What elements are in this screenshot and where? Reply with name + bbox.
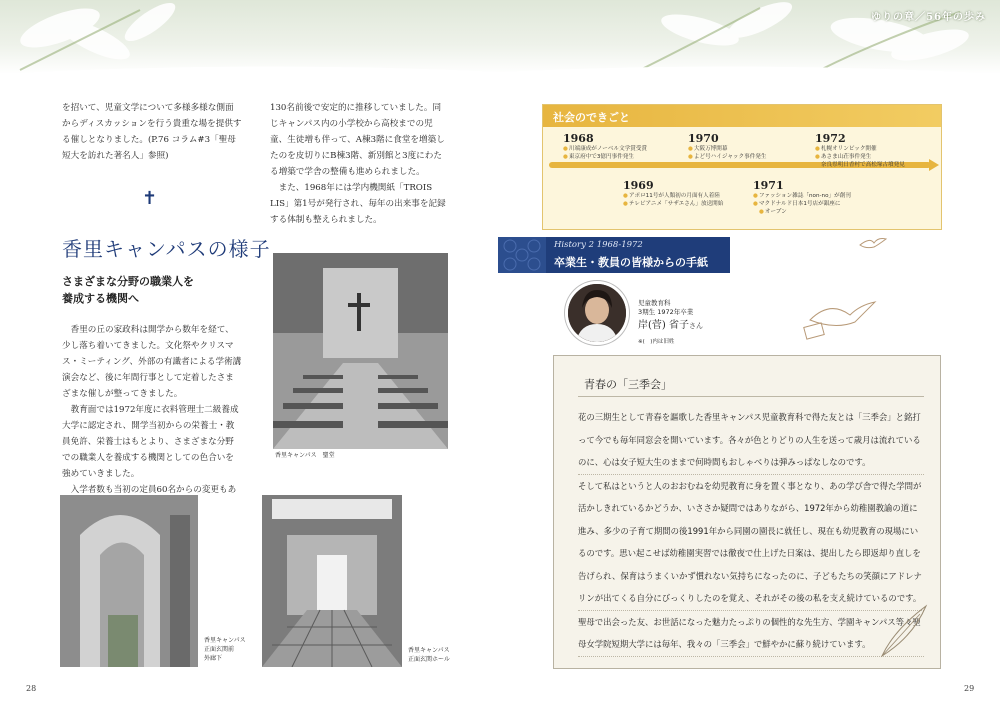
profile-dept: 児童教育科 (638, 299, 671, 307)
body-text (62, 322, 242, 514)
letter-paragraph: 聖母で出会った友、お世話になった魅力たっぷりの個性的な先生方、学園キャンパス等々聖母女学院短期大学には毎年、我々の「三季会」で鮮やかに蘇り続けています。 (578, 611, 924, 657)
pattern-icon (498, 237, 546, 273)
paragraph: 入学者数も当初の定員60名からの変更もあ (70, 485, 237, 495)
letter-paragraph: 花の三期生として青春を謳歌した香里キャンパス児童教育科で得た友とは「三季会」と銘打って今でも毎年同窓会を開いています。各々が色とりどりの人生を送って歳月は流れているのに、心は女子短大生のままで何時間もおしゃべりは弾みっぱなしなのです。 (578, 406, 924, 475)
event-year-block: 1972 ● 札幌オリンピック開催 ● あさま山荘事件発生 ● 奈良県明日香村で高松塚古墳発見 (815, 132, 905, 169)
social-events-box (542, 104, 942, 230)
corridor-photo (60, 495, 198, 667)
photo-caption: 香里キャンパス 正面玄関前 外廊下 (204, 637, 246, 662)
paragraph: 教育面では1972年度に衣料管理士二級養成大学に認定され、開学当初からの栄養士・教員免許、栄養士はもとより、さまざまな分野での職業人を養成する機関としての色合いを強めていきました。 (62, 405, 239, 479)
section-title: 香里キャンパスの様子 (62, 237, 271, 261)
event-year-block: 1968 ● 川端康成がノーベル文学賞受賞 ● 東京府中で3億円事件発生 (563, 132, 647, 161)
page-number-left: 28 (26, 684, 37, 693)
letter-paragraph: そして私はというと人のおおむねを幼児教育に身を置く事となり、あの学び舎で得た学問が活かしきれているかどうか、いささか疑問ではありながら、1972年から幼稚園教諭の道に進み、多少の子育て期間の後1991年から同園の園長に就任し、現在も幼児教育の現場にいるのです。思い起こせば幼稚園実習では徹夜で仕上げた日案は、提出したら即返却り直しを告げられ、保育はうまくいかず慣れない気持ちになったのに、子どもたちの笑顔にアドレナリンが出てくる自分にびっくりしたのを覚え、それがその後の私を支え続けているのです。 (578, 475, 924, 611)
entrance-hall-photo (262, 495, 402, 667)
lily-flowers-illustration (0, 0, 1000, 74)
chapel-photo (273, 253, 448, 449)
header-banner (0, 0, 1000, 74)
paragraph: 香里の丘の家政科は開学から数年を経て、少し落ち着いてきました。文化祭やクリスマス・ミーティング、外部の有識者による学術講演会など、後に年間行事として定着したさまざまな催しが整ってきました。 (62, 325, 242, 399)
paragraph: また、1968年には学内機関紙「TROIS LIS」第1号が発行され、毎年の出来事を記録する体制も整えられました。 (270, 183, 446, 225)
quill-feather-icon (874, 600, 934, 660)
history-banner: History 2 1968-1972 卒業生・教員の皆様からの手紙 (498, 237, 730, 273)
small-bird-icon (858, 235, 888, 251)
letter-title: 青春の「三季会」 (584, 378, 672, 391)
letter-card (553, 355, 941, 669)
section-subtitle: さまざまな分野の職業人を 養成する機関へ (62, 275, 194, 305)
event-year-block: 1969 ● アポロ11号が人類初の月面有人着陸 ● テレビアニメ「サザエさん」放送開始 (623, 179, 723, 208)
profile-class: 3期生 1972年卒業 (638, 308, 694, 316)
bird-icon (800, 290, 880, 340)
cross-icon: ✝ (142, 188, 158, 209)
profile-name: 岸(菅) 省子さん (638, 320, 703, 331)
paragraph: 130名前後で安定的に推移していました。同じキャンパス内の小学校から高校までの児童、生徒増も伴って、A棟3階に食堂を増築したのを皮切りにB棟3階、新別館と3度にわたる増築で学舎の整備も進められました。 (270, 103, 445, 177)
page-number-right: 29 (964, 684, 975, 693)
events-header: 社会のできごと (543, 105, 941, 127)
intro-paragraph: を招いて、児童文学について多様多様な側面からディスカッションを行う貴重な場を提供する催しとなりました。(P.76 コラム#3「聖母短大を訪れた著名人」参照) (62, 103, 242, 161)
photo-caption: 香里キャンパス 正面玄関ホール (408, 647, 450, 663)
chapter-title: ゆりの章／56年の歩み (871, 12, 986, 23)
letter-body (578, 406, 924, 657)
profile-note: ※( )内は旧姓 (638, 339, 675, 345)
text-column-2 (270, 100, 448, 228)
event-year-block: 1970 ● 大阪万博開幕 ● よど号ハイジャック事件発生 (688, 132, 767, 161)
photo-caption: 香里キャンパス 聖堂 (275, 452, 335, 459)
event-year-block: 1971 ● ファッション雑誌「non-no」が創刊 ● マクドナルド日本1号店が銀座に ● オープン (753, 179, 851, 216)
letter-rule (578, 396, 924, 397)
avatar (565, 281, 629, 345)
